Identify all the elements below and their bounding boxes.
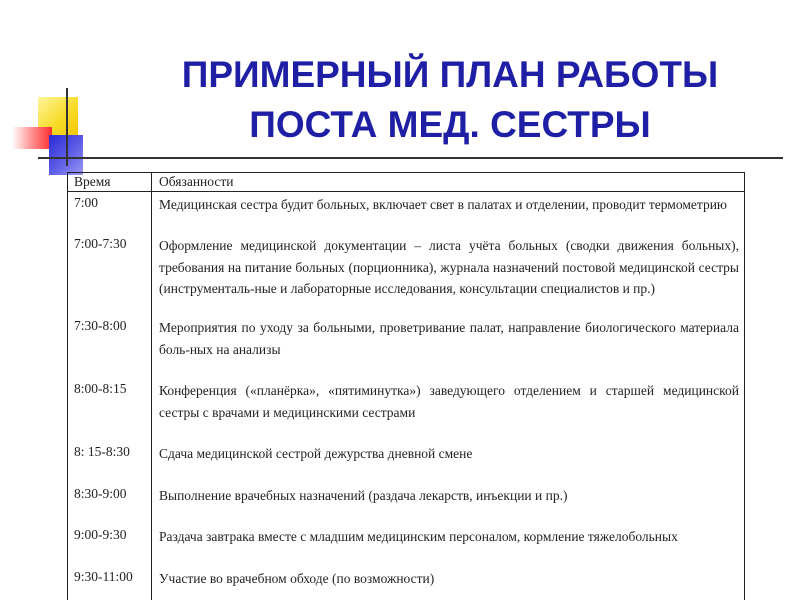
row-duty: Раздача завтрака вместе с младшим медицинским персоналом, кормление тяжелобольных [159, 529, 678, 544]
table-header-border [67, 191, 745, 192]
row-duty: Выполнение врачебных назначений (раздача лекарств, инъекции и пр.) [159, 488, 568, 503]
slide-title-line-1: ПРИМЕРНЫЙ ПЛАН РАБОТЫ [181, 54, 719, 95]
row-time: 9:00-9:30 [74, 527, 127, 542]
row-duty: Оформление медицинской документации – листа учёта больных (сводки движения больных), требования на питание больных (порционника), журнала назначений постовой медицинской сестры (инструменталь-ные и лабораторные исследования, консультации специалистов и пр.) [159, 238, 739, 296]
title-divider-line [38, 157, 783, 159]
row-duty: Участие во врачебном обходе (по возможности) [159, 571, 435, 586]
row-time: 8:00-8:15 [74, 381, 127, 396]
row-time: 7:00 [74, 195, 99, 210]
row-duty: Сдача медицинской сестрой дежурства дневной смене [159, 446, 473, 461]
row-duty: Мероприятия по уходу за больными, проветривание палат, направление биологического материала боль-ных на анализы [159, 320, 739, 357]
table-column-divider [151, 172, 152, 600]
row-time: 7:30-8:00 [74, 318, 127, 333]
decorative-red-square [12, 127, 52, 149]
slide-title-line-2: ПОСТА МЕД. СЕСТРЫ [249, 104, 651, 145]
slide-title [100, 50, 800, 150]
table-right-border [744, 172, 745, 600]
decorative-vertical-line [66, 88, 68, 166]
row-time: 8:30-9:00 [74, 486, 127, 501]
schedule-table [67, 172, 745, 600]
table-left-border [67, 172, 68, 600]
column-header-time: Время [74, 174, 111, 189]
row-time: 9:30-11:00 [74, 569, 133, 584]
table-top-border [67, 172, 745, 173]
column-header-duties: Обязанности [159, 174, 234, 189]
row-time: 7:00-7:30 [74, 236, 127, 251]
row-duty: Медицинская сестра будит больных, включает свет в палатах и отделении, проводит термометрию [159, 197, 728, 212]
row-duty: Конференция («планёрка», «пятиминутка») заведующего отделением и старшей медицинской сестры с врачами и медицинскими сестрами [159, 383, 739, 420]
row-time: 8: 15-8:30 [74, 444, 130, 459]
